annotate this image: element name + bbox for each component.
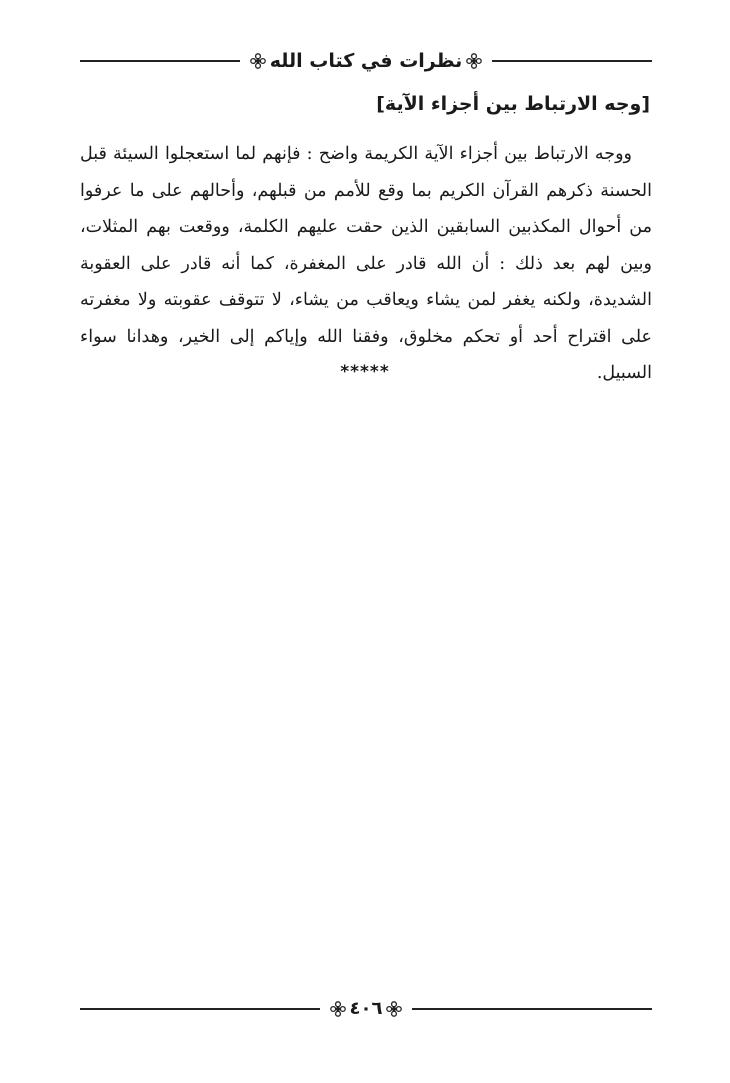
flower-ornament-icon xyxy=(466,53,482,69)
body-paragraph-text: ووجه الارتباط بين أجزاء الآية الكريمة واضح : فإنهم لما استعجلوا السيئة قبل الحسنة ذكرهم القرآن الكريم بما وقع للأمم من قبلهم، وأحالهم على ما عرفوا من أحوال المكذبين السابقين الذين حقت عليهم الكلمة، ووقعت بهم المثلات، وبين لهم بعد ذلك : أن الله قادر على المغفرة، كما أنه قادر على العقوبة الشديدة، ولكنه يغفر لمن يشاء ويعاقب من يشاء، لا تتوقف عقوبته ولا مغفرته على اقتراح أحد أو تحكم مخلوق، وفقنا الله وإياكم إلى الخير، وهدانا سواء السبيل. xyxy=(80,144,652,383)
page-number: ٤٠٦ xyxy=(349,998,383,1019)
section-heading: [وجه الارتباط بين أجزاء الآية] xyxy=(376,93,650,115)
running-title: نظرات في كتاب الله xyxy=(269,49,463,72)
section-separator: ***** xyxy=(340,362,390,382)
flower-ornament-icon xyxy=(386,1001,402,1017)
flower-ornament-icon xyxy=(250,53,266,69)
body-paragraph xyxy=(80,136,652,392)
header-title-group xyxy=(240,49,493,72)
header-rule-right xyxy=(492,60,652,62)
page-footer xyxy=(80,994,652,1024)
footer-rule-left xyxy=(80,1008,320,1010)
header-rule-left xyxy=(80,60,240,62)
page-header xyxy=(80,46,652,76)
footer-number-group xyxy=(320,1000,413,1018)
flower-ornament-icon xyxy=(330,1001,346,1017)
footer-rule-right xyxy=(412,1008,652,1010)
